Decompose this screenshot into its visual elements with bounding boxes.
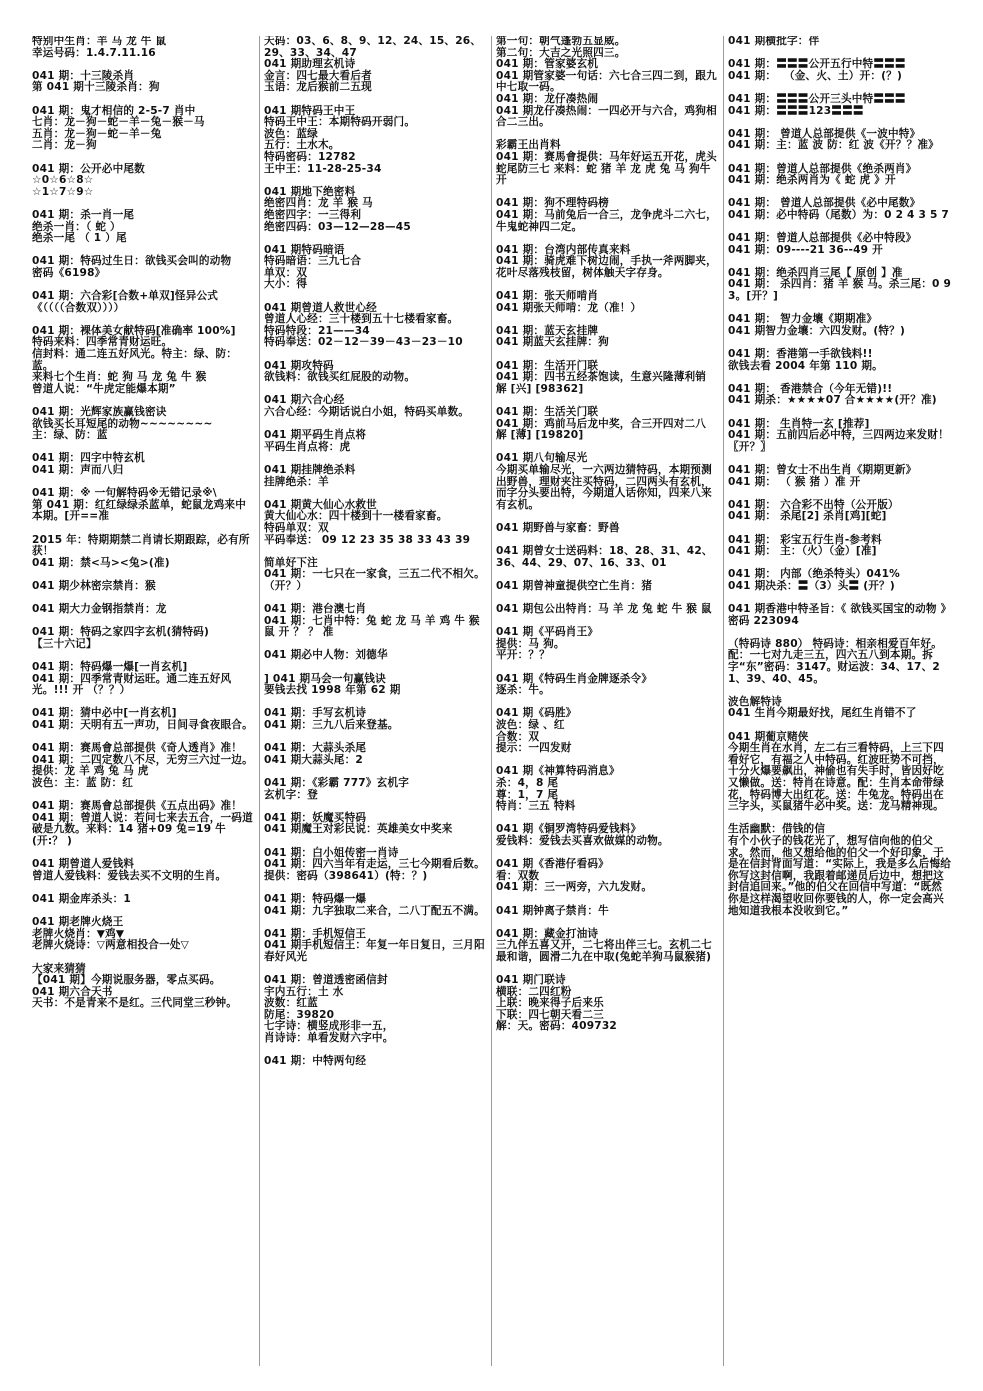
text-line: 041 期：赛馬會总部提供《奇人透肖》准！ (32, 742, 243, 755)
text-line: 041 期： 生肖特一玄 [推荐] (728, 417, 870, 430)
text-line: 041 期黄大仙心水救世 (264, 498, 377, 511)
blank-line (32, 152, 255, 164)
text-line: 041 期：赛馬會总部提供《五点出码》准！ (32, 800, 243, 813)
blank-line (728, 720, 952, 732)
text-line: ] 041 期马会一句赢钱诀 (264, 672, 386, 685)
text-line: 041 期六合天书 (32, 985, 113, 998)
text-column-2 (260, 36, 492, 1366)
text-line: 041 期龙仔凑热闹：一四必开与六合，鸡狗相合二三出。 (496, 104, 717, 129)
text-line: 041 期：天明有五一声功，日间寻食夜眼合。 (32, 719, 253, 732)
text-line: 特码来料：四季常青财运旺。 (32, 336, 173, 349)
text-line: 041 期：〓〓〓123〓〓〓 (728, 104, 864, 117)
blank-line (496, 662, 719, 674)
text-line: 041 期：绝杀四肖三尾【 原创 】准 (728, 266, 903, 279)
text-line: 绝杀一肖：（ 蛇 ） (32, 220, 121, 233)
text-line: 单双：双 (264, 266, 308, 279)
text-line: 041 期：管家婆玄机 (496, 58, 599, 71)
blank-line (496, 917, 719, 929)
text-line: 041 期：杀一肖一尾 (32, 208, 135, 221)
text-line: 平开：？？ (496, 649, 550, 662)
text-line: 041 期地下绝密料 (264, 185, 356, 198)
text-line: 041 期：骑虎难下树边闹，手执一斧两脚夹，花叶尽落残枝留，树体触天字存身。 (496, 255, 717, 279)
text-line: 王中王：11-28-25-34 (264, 162, 382, 175)
text-line: 第二句：大吉之光照四三。 (496, 46, 626, 59)
text-line: 041 期香港中特圣旨：《 欲钱买国宝的动物 》密码 223094 (728, 603, 952, 627)
text-line: 041 期：特码爆一爆 (264, 892, 367, 905)
text-line: 041 期门联诗 (496, 974, 566, 987)
text-line: 041 期管家婆一句话：六七合三四二到，跟九中七取一码。 (496, 69, 717, 94)
blank-line (728, 117, 952, 129)
text-line: 密码《6198》 (32, 266, 106, 279)
blank-line (728, 488, 952, 500)
text-line: 041 期：〓〓〓公开五行中特〓〓〓 (728, 58, 906, 71)
text-line: 今期生肖在水肖，左二右三看特码，上三下四看好它，有福之人中特码。红波旺势不可挡，十分火爆要飙出，神偷也有失手时，皆因好吃又懒做。送：特肖在诗意。配：生肖本命带绿花，特码博大出红花。送：牛兔龙。特码出在三字头，买鼠猪牛必中奖。送：龙马精神现。 (728, 742, 944, 813)
text-line: 五肖：龙－狗－蛇－羊－兔 (32, 127, 162, 140)
text-line: 天码：03、6、8、9、12、24、15、26、29、33、34、47 (264, 36, 482, 59)
text-column-1 (28, 36, 260, 1366)
text-line: 提供：龙 羊 鸡 兔 马 虎 (32, 765, 149, 778)
text-line: 041 期六合心经 (264, 394, 345, 407)
text-line: 041 期：生活开门联 (496, 359, 599, 372)
text-line: 041 期：曾女士不出生肖《期期更新》 (728, 463, 917, 476)
text-line: 041 期：手写玄机诗 (264, 707, 367, 720)
text-line: 041 期：四季常青财运旺。通二连五好风光。!!! 开 （？？） (32, 672, 232, 697)
text-line: 041 期：特码之家四字玄机(猜特码) (32, 626, 210, 639)
blank-line (264, 175, 487, 187)
text-line: 解 [薄] [19820] (496, 429, 584, 442)
text-line: 041 期钟离子禁肖：牛 (496, 904, 609, 917)
text-line: 041 期横批字：伴 (728, 36, 820, 47)
text-line: 五行：土水木。 (264, 139, 340, 152)
text-line: 041 期：香港第一手欲钱料!! (728, 348, 873, 361)
text-line: 解 [兴] [98362] (496, 382, 584, 395)
text-line: 肖诗诗：单看发财六字中。 (264, 1032, 394, 1045)
text-line: 波色：绿 、红 (496, 719, 565, 732)
text-line: 041 期：曾道透密函信封 (264, 974, 388, 987)
text-line: 特别中生肖：羊 马 龙 牛 鼠 (32, 36, 167, 47)
text-line: 041 期：马前兔后一合三，龙争虎斗二六七，牛鬼蛇神四二定。 (496, 208, 717, 233)
text-line: ☆0☆6☆8☆ (32, 174, 94, 187)
text-line: 041 期杀：★★★★07 合★★★★(开？准) (728, 394, 937, 407)
text-line: 第 041 期：红红绿绿杀蓝单，蛇鼠龙鸡来中本期。[开==准 (32, 498, 246, 523)
text-line: 解：天。密码：409732 (496, 1020, 617, 1033)
text-line: 041 期《神算特码消息》 (496, 765, 620, 778)
text-line: 041 期：四字中特玄机 (32, 452, 145, 465)
text-line: 041 期：六合彩[合数+单双]怪异公式 (32, 290, 219, 303)
text-line: 041 期：狗不理特码榜 (496, 197, 609, 210)
text-line: 041 期大力金钢指禁肖：龙 (32, 603, 167, 616)
text-line: 041 期： （ 猴 猪 ）准 开 (728, 475, 861, 488)
text-line: 曾道人爱钱料：爱钱去买不文明的生肖。 (32, 869, 227, 882)
blank-line (264, 291, 487, 303)
text-line: 041 期： 香港禁合（今年无错)!! (728, 382, 893, 395)
blank-line (728, 523, 952, 535)
text-line: 041 期曾神童提供空亡生肖：猪 (496, 579, 653, 592)
text-line: 041 期曾道人救世心经 (264, 301, 377, 314)
text-line: 041 期：曾道人说：若问七来去五合，一码道破是九数。来料：14 猪+09 兔=19 牛(开:？ ) (32, 811, 253, 847)
text-line: 041 期： 曾道人总部提供《必中尾数》 (728, 197, 921, 210)
text-line: 041 期《铜罗湾特码爱钱料》 (496, 823, 642, 836)
text-line: 041 期助理玄机诗 (264, 58, 356, 71)
text-line: 六合心经：今期话说白小姐，特码买单数。 (264, 406, 470, 418)
text-line: 041 期老牌火烧王 (32, 916, 124, 929)
text-line: 041 期：白小姐传密一肖诗 (264, 846, 399, 859)
text-line: 特码特段：21——34 (264, 324, 370, 337)
text-line: 041 期： 六合彩不出特（公开版） (728, 498, 899, 511)
text-line: 2015 年：特期期禁二肖请长期跟踪，必有所获！ (32, 533, 250, 558)
text-line: 欲钱买长耳短尾的动物~~~~~~~~ (32, 417, 213, 430)
text-line: 041 期魔王对彩民说：英雄美女中奖来 (264, 823, 453, 836)
blank-line (728, 152, 952, 164)
blank-line (32, 523, 255, 535)
text-line: 041 期：妖魔买特码 (264, 811, 367, 824)
text-line: 生活幽默：借钱的信 (728, 823, 826, 836)
text-line: 特码王中王：本期特码开弱门。 (264, 116, 416, 129)
text-line: 041 期：中特两句经 (264, 1055, 367, 1068)
text-line: 来料七个生肖：蛇 狗 马 龙 兔 牛 猴 (32, 371, 207, 384)
text-line: 特码暗语：三九七合 (264, 255, 362, 268)
text-line: 041 期《香港仔看码》 (496, 858, 609, 871)
text-line: 提供：马 狗。 (496, 637, 565, 650)
text-line: 041 期：一七只在一家食，三五二代不相欠。（开？） (264, 568, 485, 592)
text-line: 041 期：四六当年有走运，三七今期看后数。提供：密码（398641）(特：？) (264, 858, 485, 882)
text-line: 绝密四字：一三得利 (264, 208, 362, 221)
text-line: 逐杀：牛。 (496, 684, 550, 697)
text-line: 主：绿、防：蓝 (32, 429, 108, 442)
text-line: 041 期：主：蓝 波 防：红 波《开？？准》 (728, 139, 939, 152)
text-line: 第 041 期十三陵杀肖：狗 (32, 81, 160, 94)
text-line: 041 期：龙仔凑热闹 (496, 92, 599, 105)
text-line: 三九伴五喜又开，二七将出伴三七。玄机二七最和谐，圆滑二九在中取(兔蛇羊狗马鼠猴猪) (496, 939, 712, 963)
text-line: 041 期：三九八后来登基。 (264, 719, 399, 732)
text-line: 041 期：生活关门联 (496, 406, 599, 418)
text-line: 041 期：鬼才相信的 2-5-7 肖中 (32, 104, 196, 117)
blank-line (496, 349, 719, 361)
text-line: 大家来猜猜 (32, 962, 86, 975)
text-line: 041 期包公出特肖：马 羊 龙 兔 蛇 牛 猴 鼠 (496, 603, 712, 616)
text-line: 041 期： 彩宝五行生肖-参考料 (728, 533, 882, 546)
text-line: 下联：四七朝天看二三 (496, 1008, 604, 1021)
text-line: 欲钱去看 2004 年第 110 期。 (728, 359, 883, 372)
text-line: 041 期： 杀四肖：猪 羊 猴 马。杀三尾：0 9 3。[开？] (728, 278, 955, 303)
text-line: 041 期：〓〓〓公开三头中特〓〓〓 (728, 92, 906, 105)
text-line: 宇内五行：土 水 (264, 985, 344, 998)
text-line: 041 期《特码生肖金牌逐杀令》 (496, 672, 653, 685)
text-line: 041 期特码王中王 (264, 104, 356, 117)
text-line: 彩霸王出肖料 (496, 139, 561, 152)
text-line: 041 期： 杀尾[2] 杀肖[鸡][蛇] (728, 510, 887, 523)
text-line: 特码单双：双 (264, 521, 329, 534)
text-line: 041 期八句输尽光 (496, 452, 588, 465)
text-line: 041 期：三一两旁，六九发财。 (496, 881, 653, 894)
text-column-4 (724, 36, 956, 1366)
text-line: 曾道人说：“牛虎定能爆本期” (32, 382, 176, 395)
text-line: 041 期：曾道人总部提供《必中特段》 (728, 232, 917, 245)
text-line: 上联：晚来得子后来乐 (496, 997, 604, 1010)
text-line: 041 期： 曾道人总部提供《一波中特》 (728, 127, 921, 140)
text-line: 041 期决杀：〓（3）头〓 (开？) (728, 579, 895, 592)
text-line: 《（（（（合数双）））） (32, 301, 125, 314)
text-line: 041 期平码生肖点将 (264, 429, 367, 442)
text-line: 今期买单输尽光，一六两边猜特码，本期预测出野兽，理财夹注买特码，二四两头有玄机，而字分头要出特，今期道人话你知，四来八来有玄机。 (496, 463, 712, 511)
text-line: 041 期曾女士送码料：18、28、31、42、36、44、29、07、16、33、01 (496, 545, 713, 569)
text-line: 【三十六记】 (32, 637, 97, 650)
text-line: 老牌火烧肖：▼鸡▼ (32, 927, 125, 940)
blank-line (264, 836, 487, 848)
text-line: 041 期：声而八归 (32, 463, 124, 476)
text-line: 老牌火烧诗：▽两意相投合一处▽ (32, 939, 190, 952)
text-line: 041 期：蓝天玄挂牌 (496, 324, 599, 337)
text-line: 曾道人心经：三十楼到五十七楼看家畜。 (264, 313, 459, 326)
text-line: 041 期：公开必中尾数 (32, 162, 145, 175)
text-line: 合数：双 (496, 730, 540, 743)
blank-line (264, 917, 487, 929)
text-line: 041 期：猜中必中[一肖玄机] (32, 707, 177, 720)
text-line: 041 期：鸡前马后龙中奖，合三开四对二八 (496, 417, 707, 430)
text-line: 天书：不是青来不是红。三代同堂三秒钟。 (32, 997, 238, 1010)
text-line: 幸运号码：1.4.7.11.16 (32, 46, 156, 59)
text-line: 041 期：必中特码（尾数）为：0 2 4 3 5 7 (728, 208, 949, 221)
text-line: 提示：一四发财 (496, 742, 572, 755)
text-line: 简单好下注 (264, 556, 318, 569)
text-line: 波色：主：蓝 防：红 (32, 777, 134, 789)
text-line: 041 期：《彩霸 777》玄机字 (264, 777, 410, 789)
text-line: 特肖：三五 特料 (496, 800, 576, 813)
text-line: 二肖：龙－狗 (32, 139, 97, 152)
blank-line (264, 662, 487, 674)
text-line: 041 期：大蒜头杀尾 (264, 742, 367, 755)
text-line: 有个小伙子的钱花光了，想写信向他的伯父求。然而，他又想给他的伯父一个好印象，于是在信封背面写道：“实际上，我是多么后悔给你写这封信啊，我跟着邮递员后边中，想把这封信追回来。”他的伯父在回信中写道：“既然你是这样渴望收回你要钱的人，你一定会高兴地知道我根本没收到它。” (728, 834, 952, 917)
text-line: 信封料：通二连五好风光。特主：绿、防：蓝。 (32, 348, 238, 372)
text-line: 041 期：特码爆一爆[一肖玄机] (32, 661, 188, 674)
text-line: 爱钱料：爱钱去买喜欢做媒的动物。 (496, 834, 669, 847)
text-line: 041 期张天师啃：龙（准！） (496, 301, 642, 314)
text-line: 要钱去找 1998 年第 62 期 (264, 684, 401, 697)
text-line: 041 期：手机短信王 (264, 927, 367, 940)
text-line: 041 期：二四定数八不尽，无穷三六过一边。 (32, 753, 253, 766)
text-line: 041 期：绝杀两肖为《 蛇 虎 》开 (728, 174, 896, 187)
text-line: 欲钱料：欲钱买红屁股的动物。 (264, 371, 416, 384)
text-line: 第一句：朝气蓬勃五显威。 (496, 36, 626, 47)
text-line: 玉语：龙后猴前二五现 (264, 81, 372, 94)
text-line: 041 期蓝天玄挂牌：狗 (496, 336, 609, 349)
text-line: 041 期挂牌绝杀料 (264, 463, 356, 476)
blank-line (496, 894, 719, 906)
text-line: 波数：红蓝 (264, 997, 318, 1010)
blank-line (264, 233, 487, 245)
text-line: 041 期必中人物：刘德华 (264, 649, 388, 662)
text-line: 041 期《码胜》 (496, 707, 577, 720)
text-line: 041 期：禁<马><兔>(准) (32, 556, 170, 569)
text-line: 看：双数 (496, 869, 540, 882)
text-line: 041 期：十三陵杀肖 (32, 69, 135, 82)
text-line: 特码奉送：02－12－39－43－23－10 (264, 336, 463, 349)
text-line: 平码奉送： 09 12 23 35 38 33 43 39 (264, 533, 471, 546)
blank-line (728, 407, 952, 419)
text-line: 大小：得 (264, 278, 308, 291)
text-line: 特码密码：12782 (264, 150, 356, 163)
text-line: 041 期智力金壤：六四发财。(特？) (728, 324, 906, 337)
text-line: 041 期：五前四后必中特，三四两边来发财！〖开？〗 (728, 429, 949, 453)
text-line: 七肖：龙－狗－蛇－羊－兔－猴－马 (32, 116, 205, 129)
text-line: 041 期： （金、火、土）开：(？) (728, 69, 902, 82)
text-line: 绝密四肖：龙 羊 猴 马 (264, 197, 373, 210)
text-line: 波色解特诗 (728, 695, 782, 708)
text-line: 041 期：光辉家族赢钱密诀 (32, 406, 167, 418)
text-line: 041 期： 内部（绝杀特头）041% (728, 568, 900, 581)
text-line: 玄机字：登 (264, 788, 318, 801)
text-line: 041 期特码暗语 (264, 243, 345, 256)
text-line: 金言：四七最大看后者 (264, 69, 372, 82)
text-line: 平码生肖点将：虎 (264, 440, 351, 453)
text-line: 041 期：台湾内部传真来料 (496, 243, 631, 256)
text-line: 041 期手机短信王：年复一年日复日，三月阳春好风光 (264, 939, 485, 963)
text-line: 041 期大蒜头尾：2 (264, 753, 363, 766)
text-line: 041 期：港台澳七肖 (264, 603, 367, 616)
text-line: 041 期少林密宗禁肖：猴 (32, 579, 156, 592)
blank-line (264, 349, 487, 361)
text-line: 041 期：曾道人总部提供《绝杀两肖》 (728, 162, 917, 175)
text-line: 波色：蓝绿 (264, 127, 318, 140)
text-line: 防尾：39820 (264, 1008, 335, 1021)
text-line: 七字诗：横竖成形非一五， (264, 1020, 394, 1033)
text-line: 041 期：※ 一句解特码※无错记录※\ (32, 487, 217, 500)
text-line: 【041 期】今期说服务器，零点买码。 (32, 974, 221, 987)
text-line: ☆1☆7☆9☆ (32, 185, 94, 198)
text-line: 041 期攻特码 (264, 359, 334, 372)
text-line: 横联：二四红粉 (496, 985, 572, 998)
text-line: （特码诗 880） 特码诗：相亲相爱百年好。配：一七对九走三五，四六五八到本期。拆字“东”密码：3147。财运波：34、17、21、39、40、45。 (728, 637, 942, 685)
text-line: 041 期：九字独取二来合，二八丁配五不满。 (264, 904, 485, 917)
text-line: 绝密四码：03—12—28—45 (264, 220, 411, 233)
text-line: 041 期：09----21 36--49 开 (728, 243, 883, 256)
text-line: 041 生肖今期最好找，尾红生肖错不了 (728, 707, 917, 720)
newspaper-page (28, 36, 958, 1366)
text-line: 尊：1，7 尾 (496, 788, 559, 801)
text-line: 041 期：七肖中特：兔 蛇 龙 马 羊 鸡 牛 猴 鼠 开 ？ ？ 准 (264, 614, 484, 639)
text-line: 041 期：张天师啃肖 (496, 290, 599, 303)
text-line: 041 期： 智力金壤《期期准》 (728, 313, 878, 326)
text-line: 041 期：四书五经茶饱读，生意兴隆薄利销 (496, 371, 707, 384)
text-line: 杀：4，8 尾 (496, 777, 559, 789)
text-line: 041 期金库杀头：1 (32, 892, 131, 905)
text-line: 041 期： 主：（火）（金）[准] (728, 545, 877, 558)
text-line: 041 期曾道人爱钱料 (32, 858, 135, 871)
blank-line (264, 546, 487, 558)
text-line: 041 期：特码过生日：欲钱买会叫的动物 (32, 255, 232, 268)
blank-line (264, 94, 487, 106)
text-line: 041 期：赛馬會提供：马年好运五开花，虎头蛇尾防三七 来料：蛇 猪 羊 龙 虎 兔 马 狗牛 开 (496, 150, 717, 187)
text-line: 041 期葡京赌侠 (728, 730, 809, 743)
text-line: 绝杀一尾 （ 1 ）尾 (32, 232, 127, 245)
text-line: 041 期：裸体美女献特码[准确率 100%] (32, 324, 236, 337)
text-column-3 (492, 36, 724, 1366)
blank-line (264, 488, 487, 500)
blank-line (32, 952, 255, 964)
text-line: 041 期：藏金打油诗 (496, 927, 599, 940)
text-line: 041 期野兽与家畜：野兽 (496, 521, 620, 534)
text-line: 黄大仙心水：四十楼到十一楼看家畜。 (264, 510, 448, 523)
text-line: 041 期《平码肖王》 (496, 626, 599, 639)
blank-line (496, 233, 719, 245)
blank-line (32, 94, 255, 106)
text-line: 挂牌绝杀：羊 (264, 475, 329, 488)
